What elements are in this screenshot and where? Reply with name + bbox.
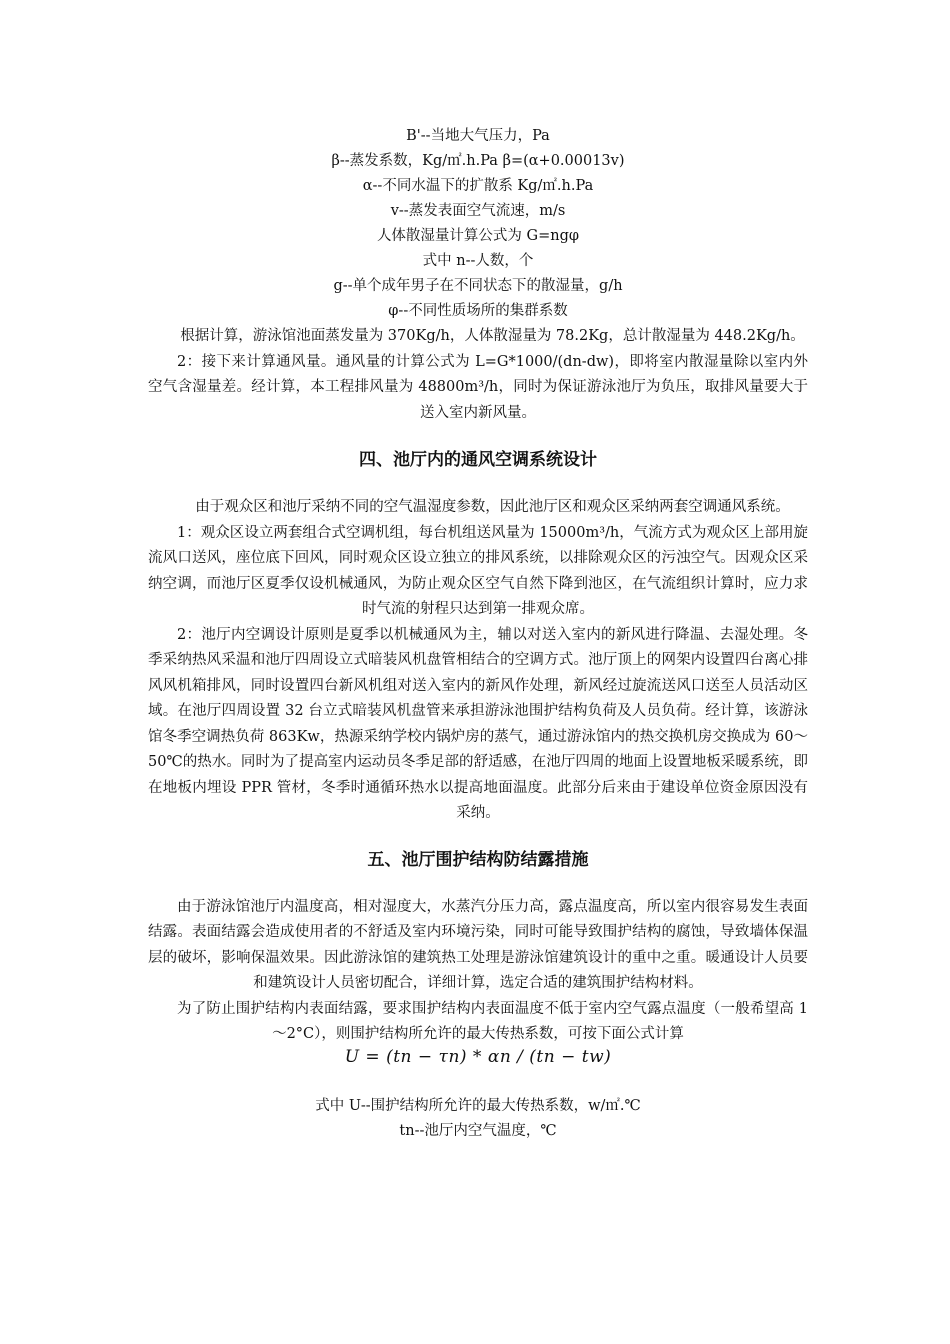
ventilation-paragraph: 2：接下来计算通风量。通风量的计算公式为 L=G*1000/(dn-dw)，即将室内散湿量除以室内外空气含湿量差。经计算，本工程排风量为 48800m³/h，同时为保证游泳池厅为负压，取排风量要大于送入室内新风量。 (148, 353, 808, 421)
pressure-definition: B'--当地大气压力，Pa (406, 128, 550, 144)
heat-transfer-formula: U = (tn − τn) * αn / (tn − tw) (344, 1046, 612, 1067)
tn-definition: tn--池厅内空气温度，℃ (399, 1122, 557, 1139)
velocity-definition: v--蒸发表面空气流速，m/s (390, 203, 566, 219)
n-definition: 式中 n--人数，个 (422, 253, 534, 269)
beta-definition: β--蒸发系数，Kg/㎡.h.Pa β=(α+0.00013v) (331, 153, 625, 169)
section-4-heading: 四、池厅内的通风空调系统设计 (359, 450, 597, 470)
page-content (148, 124, 808, 1144)
section-5-heading: 五、池厅围护结构防结露措施 (367, 849, 589, 870)
section-4-paragraph: 1：观众区设立两套组合式空调机组，每台机组送风量为 15000m³/h，气流方式为观众区上部用旋流风口送风，座位底下回风，同时观众区设立独立的排风系统，以排除观众区的污浊空气。因观众区采纳空调，而池厅区夏季仅设机械通风，为防止观众区空气自然下降到池区，在气流组织计算时，应力求时气流的射程只达到第一排观众席。 (148, 524, 808, 617)
phi-definition: φ--不同性质场所的集群系数 (388, 303, 568, 319)
section-4-paragraph: 由于观众区和池厅采纳不同的空气温湿度参数，因此池厅区和观众区采纳两套空调通风系统。 (195, 499, 790, 515)
alpha-definition: α--不同水温下的扩散系 Kg/㎡.h.Pa (362, 178, 594, 194)
evaporation-paragraph: 根据计算，游泳馆池面蒸发量为 370Kg/h，人体散湿量为 78.2Kg，总计散湿量为 448.2Kg/h。 (180, 328, 805, 344)
u-definition: 式中 U--围护结构所允许的最大传热系数，w/㎡.℃ (315, 1097, 641, 1114)
section-5-paragraph: 由于游泳馆池厅内温度高，相对湿度大，水蒸汽分压力高，露点温度高，所以室内很容易发生表面结露。表面结露会造成使用者的不舒适及室内环境污染，同时可能导致围护结构的腐蚀，导致墙体保温层的破坏，影响保温效果。因此游泳馆的建筑热工处理是游泳馆建筑设计的重中之重。暖通设计人员要和建筑设计人员密切配合，详细计算，选定合适的建筑围护结构材料。 (148, 898, 808, 991)
section-5-paragraph: 为了防止围护结构内表面结露，要求围护结构内表面温度不低于室内空气露点温度（一般希望高 1～2°C），则围护结构所允许的最大传热系数，可按下面公式计算 (177, 1000, 808, 1042)
g-definition: g--单个成年男子在不同状态下的散湿量，g/h (333, 278, 623, 294)
moisture-formula: 人体散湿量计算公式为 G=ngφ (376, 228, 580, 244)
section-4-paragraph: 2：池厅内空调设计原则是夏季以机械通风为主，辅以对送入室内的新风进行降温、去湿处理。冬季采纳热风采温和池厅四周设立式暗装风机盘管相结合的空调方式。池厅顶上的网架内设置四台离心排风风机箱排风，同时设置四台新风机组对送入室内的新风作处理，新风经过旋流送风口送至人员活动区域。在池厅四周设置 32 台立式暗装风机盘管来承担游泳池围护结构负荷及人员负荷。经计算，该游泳馆冬季空调热负荷 863Kw，热源采纳学校内锅炉房的蒸气，通过游泳馆内的热交换机房交换成为 60～50℃的热水。同时为了提高室内运动员冬季足部的舒适感，在池厅四周的地面上设置地板采暖系统，即在地板内埋设 PPR 管材，冬季时通循环热水以提高地面温度。此部分后来由于建设单位资金原因没有采纳。 (148, 626, 808, 821)
